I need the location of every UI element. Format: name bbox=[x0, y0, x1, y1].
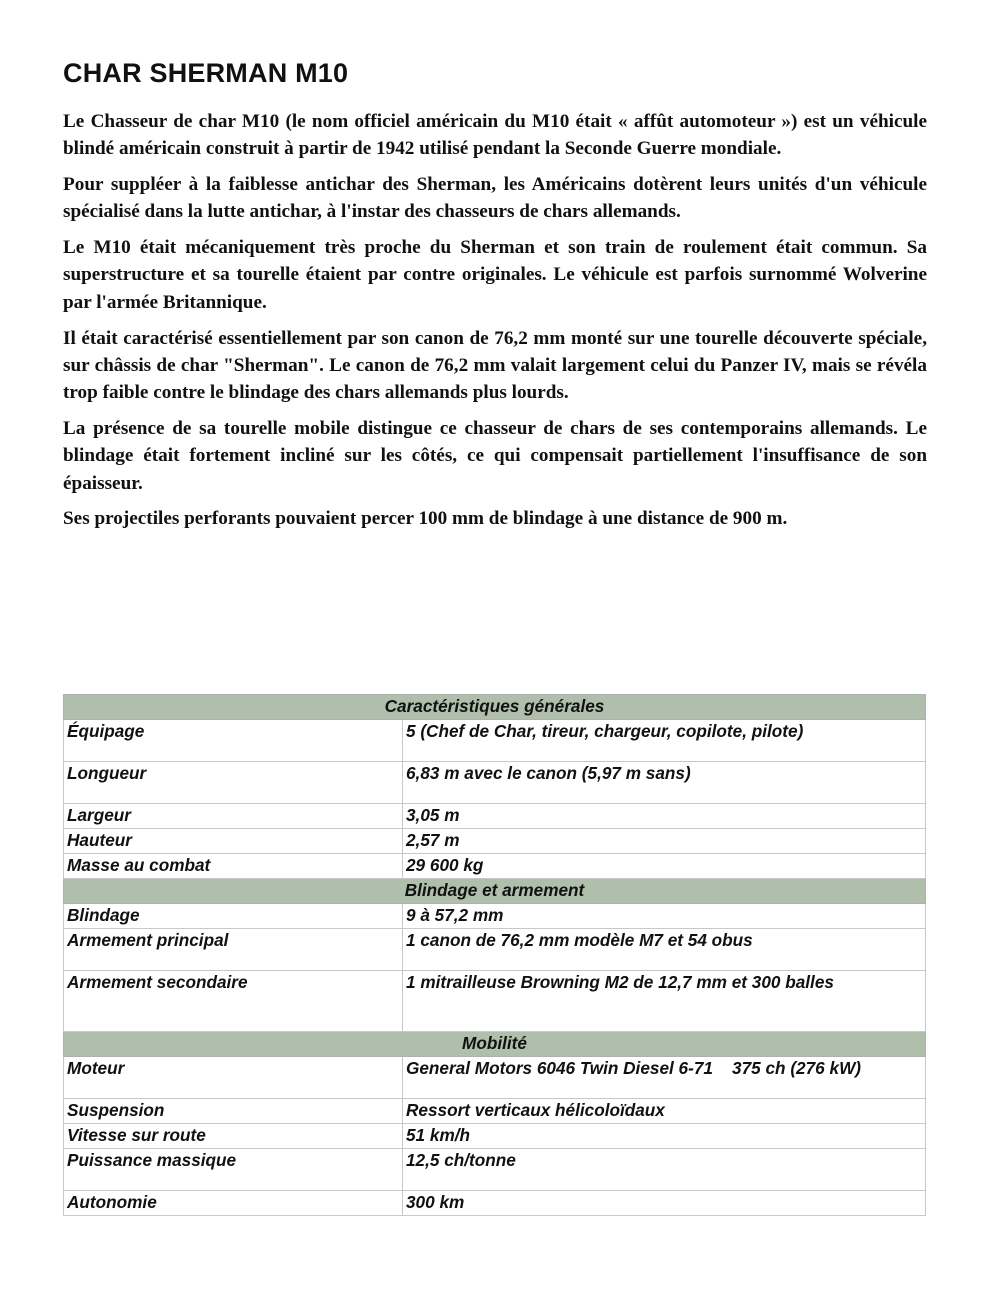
section-header-row bbox=[64, 695, 926, 720]
table-row bbox=[64, 1099, 926, 1124]
spec-value: Ressort verticaux hélicoloïdaux bbox=[403, 1099, 926, 1124]
table-row bbox=[64, 929, 926, 971]
spec-label: Armement principal bbox=[64, 929, 403, 971]
spec-value: 12,5 ch/tonne bbox=[403, 1149, 926, 1191]
table-row bbox=[64, 1057, 926, 1099]
table-row bbox=[64, 1149, 926, 1191]
section-heading: Caractéristiques générales bbox=[64, 695, 926, 720]
spec-value: 1 mitrailleuse Browning M2 de 12,7 mm et 300 balles bbox=[403, 971, 926, 1032]
paragraph: La présence de sa tourelle mobile distingue ce chasseur de chars de ses contemporains allemands. Le blindage était fortement incliné sur les côtés, ce qui compensait partiellement l'insuffisance de son épaisseur. bbox=[63, 417, 927, 494]
spec-label: Largeur bbox=[64, 804, 403, 829]
spec-value: 29 600 kg bbox=[403, 854, 926, 879]
spec-label: Masse au combat bbox=[64, 854, 403, 879]
paragraph: Le M10 était mécaniquement très proche du Sherman et son train de roulement était commun. Sa superstructure et sa tourelle étaient par contre originales. Le véhicule est parfois surnommé Wolverine par l'armée Britannique. bbox=[63, 237, 927, 313]
table-row bbox=[64, 904, 926, 929]
spec-label: Équipage bbox=[64, 720, 403, 762]
specifications-table bbox=[63, 694, 926, 1216]
spec-label: Hauteur bbox=[64, 829, 403, 854]
table-row bbox=[64, 804, 926, 829]
paragraph: Ses projectiles perforants pouvaient percer 100 mm de blindage à une distance de 900 m. bbox=[63, 508, 788, 530]
spec-value: 3,05 m bbox=[403, 804, 926, 829]
spec-value: 300 km bbox=[403, 1191, 926, 1216]
section-header-row bbox=[64, 1032, 926, 1057]
spec-value: 9 à 57,2 mm bbox=[403, 904, 926, 929]
paragraph: Il était caractérisé essentiellement par son canon de 76,2 mm monté sur une tourelle découverte spéciale, sur châssis de char "Sherman". Le canon de 76,2 mm valait largement celui du Panzer IV, mais se révéla trop faible contre le blindage des chars allemands plus lourds. bbox=[63, 327, 927, 404]
table-row bbox=[64, 762, 926, 804]
table-row bbox=[64, 1124, 926, 1149]
spec-value: 1 canon de 76,2 mm modèle M7 et 54 obus bbox=[403, 929, 926, 971]
table-row bbox=[64, 829, 926, 854]
spec-label: Blindage bbox=[64, 904, 403, 929]
spec-value: 5 (Chef de Char, tireur, chargeur, copilote, pilote) bbox=[403, 720, 926, 762]
table-row bbox=[64, 1191, 926, 1216]
spec-label: Longueur bbox=[64, 762, 403, 804]
spec-label: Vitesse sur route bbox=[64, 1124, 403, 1149]
table-row bbox=[64, 854, 926, 879]
spec-value: General Motors 6046 Twin Diesel 6-71 375 ch (276 kW) bbox=[403, 1057, 926, 1099]
spec-label: Suspension bbox=[64, 1099, 403, 1124]
spec-label: Armement secondaire bbox=[64, 971, 403, 1032]
spec-label: Puissance massique bbox=[64, 1149, 403, 1191]
article-body bbox=[63, 108, 927, 541]
spec-label: Moteur bbox=[64, 1057, 403, 1099]
spec-label: Autonomie bbox=[64, 1191, 403, 1216]
paragraph: Le Chasseur de char M10 (le nom officiel américain du M10 était « affût automoteur ») est un véhicule blindé américain construit à partir de 1942 utilisé pendant la Seconde Guerre mondiale. bbox=[63, 111, 927, 160]
spec-value: 6,83 m avec le canon (5,97 m sans) bbox=[403, 762, 926, 804]
section-heading: Blindage et armement bbox=[64, 879, 926, 904]
table-row bbox=[64, 971, 926, 1032]
page-title: CHAR SHERMAN M10 bbox=[63, 58, 349, 88]
paragraph: Pour suppléer à la faiblesse antichar des Sherman, les Américains dotèrent leurs unités d'un véhicule spécialisé dans la lutte antichar, à l'instar des chasseurs de chars allemands. bbox=[63, 174, 927, 223]
section-heading: Mobilité bbox=[64, 1032, 926, 1057]
spec-value: 51 km/h bbox=[403, 1124, 926, 1149]
section-header-row bbox=[64, 879, 926, 904]
spec-value: 2,57 m bbox=[403, 829, 926, 854]
table-row bbox=[64, 720, 926, 762]
